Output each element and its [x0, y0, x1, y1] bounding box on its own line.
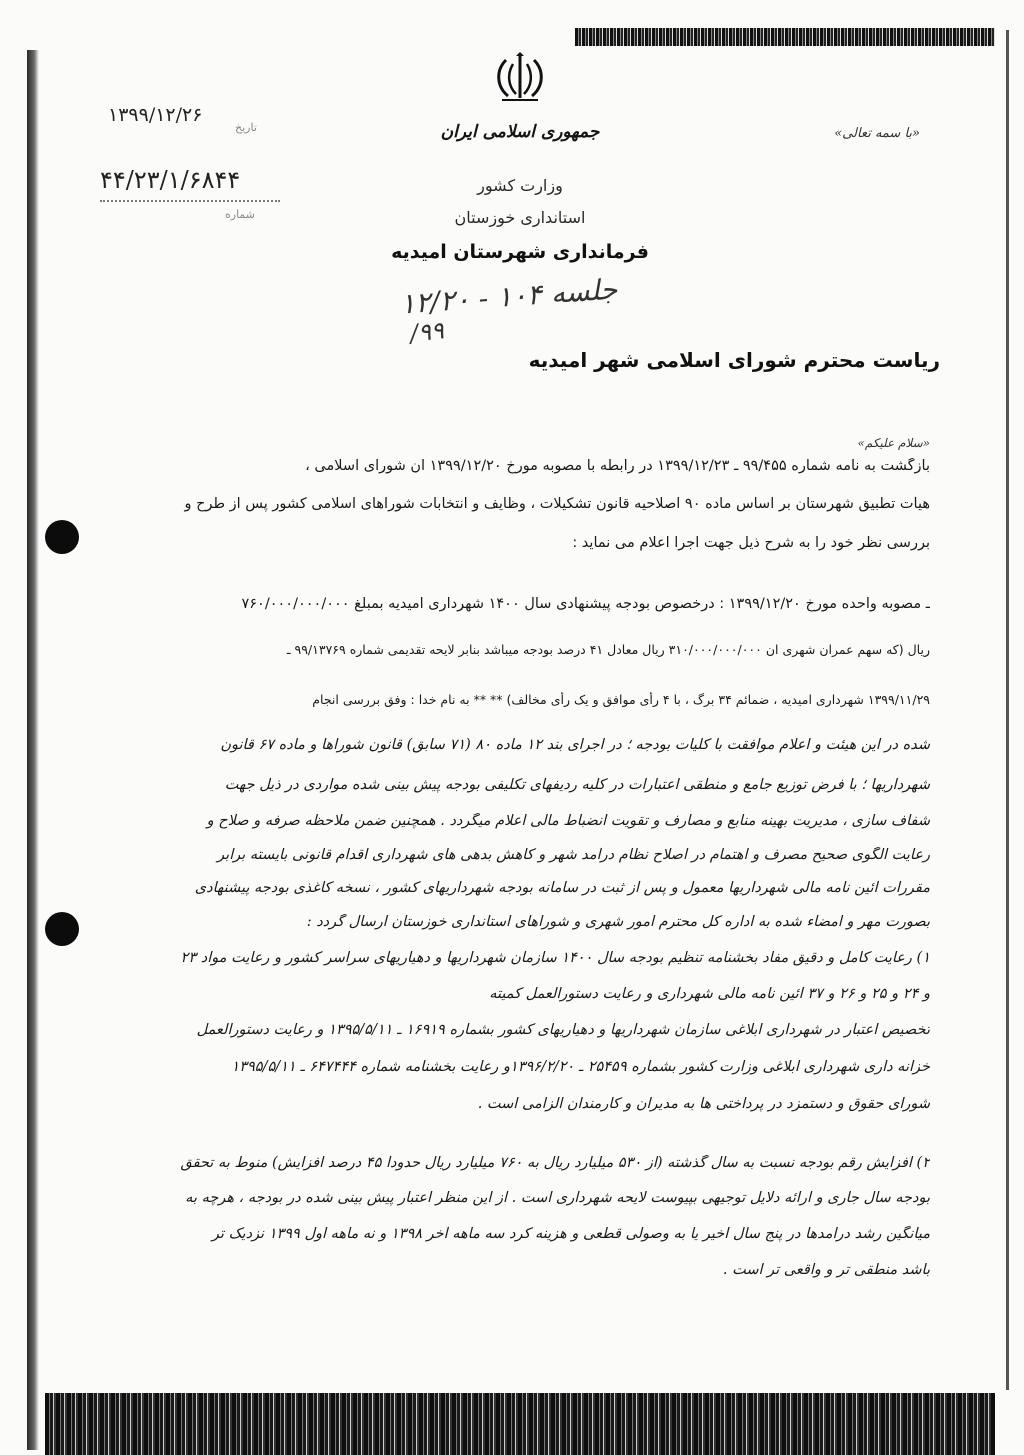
body-line: شفاف سازی ، مدیریت بهینه منابع و مصارف و تقویت انضباط مالی اعلام میگردد . همچنین ضمن ملاحظه صرفه و صلاح و: [206, 813, 930, 829]
body-line: بازگشت به نامه شماره ۹۹/۴۵۵ ـ ۱۳۹۹/۱۲/۲۳ در رابطه با مصوبه مورخ ۱۳۹۹/۱۲/۲۰ آن شورای اسلامی ،: [305, 458, 930, 474]
letter-date: ۱۳۹۹/۱۲/۲۶: [108, 104, 203, 126]
number-underline: [100, 200, 280, 202]
date-label: تاریخ: [235, 121, 257, 134]
province-office-name: استانداری خوزستان: [454, 208, 586, 227]
ministry-name: وزارت کشور: [477, 176, 563, 195]
greeting: «سلام علیکم»: [857, 436, 930, 450]
body-line: شده در این هیئت و اعلام موافقت با کلیات بودجه ؛ در اجرای بند ۱۲ ماده ۸۰ (۷۱ سابق) قانون شوراها و ماده ۶۷ قانون: [220, 737, 930, 753]
body-line: و ۲۴ و ۲۵ و ۲۶ و ۳۷ آئین نامه مالی شهرداری و رعایت دستورالعمل کمیته: [489, 986, 930, 1002]
body-line: ـ مصوبه واحده مورخ ۱۳۹۹/۱۲/۲۰ : درخصوص بودجه پیشنهادی سال ۱۴۰۰ شهرداری امیدیه بمبلغ ۷۶۰/۰۰۰/۰۰۰/۰۰۰: [241, 596, 930, 612]
scan-edge-left: [27, 50, 39, 1450]
body-line: بصورت مهر و امضاء شده به اداره کل محترم امور شهری و شوراهای استانداری خوزستان ارسال گردد :: [306, 914, 930, 930]
body-line: خزانه داری شهرداری ابلاغی وزارت کشور بشماره ۲۵۴۵۹ ـ ۱۳۹۶/۲/۲۰و رعایت بخشنامه شماره ۶۴۷۴۴۴ ـ ۱۳۹۵/۵/۱۱: [231, 1059, 930, 1075]
scan-edge-right: [1006, 30, 1009, 1390]
body-line: ۱۳۹۹/۱۱/۲۹ شهرداری امیدیه ، ضمائم ۳۴ برگ ، با ۴ رأی موافق و یک رأی مخالف) ** ** به نام خدا : وفق بررسی انجام: [312, 692, 930, 707]
body-line: هیأت تطبیق شهرستان بر اساس ماده ۹۰ اصلاحیه قانون تشکیلات ، وظایف و انتخابات شوراهای اسلامی کشور پس از طرح و: [184, 496, 930, 512]
scan-border-top: [575, 28, 995, 46]
number-label: شماره: [225, 208, 256, 221]
body-line: میانگین رشد درآمدها در پنج سال اخیر یا به وصولی قطعی و هزینه کرد سه ماهه آخر ۱۳۹۸ و نه ماهه اول ۱۳۹۹ نزدیک تر: [211, 1226, 930, 1242]
body-line: باشد منطقی تر و واقعی تر است .: [722, 1262, 930, 1278]
body-line: شورای حقوق و دستمزد در پرداختی ها به مدیران و کارمندان الزامی است .: [477, 1096, 930, 1112]
recipient-title: ریاست محترم شورای اسلامی شهر امیدیه: [528, 348, 940, 372]
scan-border-bottom: [45, 1393, 995, 1455]
body-line: شهرداریها ؛ با فرض توزیع جامع و منطقی اعتبارات در کلیه ردیفهای تکلیفی بودجه پیش بینی شده مواردی در ذیل جهت: [224, 777, 930, 793]
body-line: بودجه سال جاری و ارائه دلایل توجیهی بپیوست لایحه شهرداری است . از این منظر اعتبار پیش بینی شده در بودجه ، هرچه به: [185, 1190, 930, 1206]
body-line: مقررات آئین نامه مالی شهرداریها معمول و پس از ثبت در سامانه بودجه شهرداریهای کشور ، نسخه کاغذی بودجه پیشنهادی: [194, 880, 930, 896]
punch-hole: [45, 520, 79, 554]
iran-emblem-icon: [492, 52, 548, 104]
county-office-name: فرمانداری شهرستان امیدیه: [391, 241, 649, 263]
republic-title: جمهوری اسلامی ایران: [440, 122, 600, 142]
body-line: بررسی نظر خود را به شرح ذیل جهت اجرا اعلام می نماید :: [572, 535, 930, 551]
body-line: ۱) رعایت کامل و دقیق مفاد بخشنامه تنظیم بودجه سال ۱۴۰۰ سازمان شهرداریها و دهیاریهای سراسر کشور و رعایت مواد ۲۳: [180, 950, 930, 966]
body-line: رعایت الگوی صحیح مصرف و اهتمام در اصلاح نظام درآمد شهر و کاهش بدهی های شهرداری اقدام قانونی بایسته برابر: [217, 847, 930, 863]
body-line: ریال (که سهم عمران شهری ان ۳۱۰/۰۰۰/۰۰۰/۰۰۰ ریال معادل ۴۱ درصد بودجه میباشد بنابر لایحه تقدیمی شماره ۹۹/۱۳۷۶۹ ـ: [286, 642, 930, 657]
punch-hole: [45, 912, 79, 946]
body-line: تخصیص اعتبار در شهرداری ابلاغی سازمان شهرداریها و دهیاریهای کشور بشماره ۱۶۹۱۹ ـ ۱۳۹۵/۵/۱۱ و رعایت دستورالعمل: [196, 1022, 930, 1038]
handwritten-session-note: جلسه ۱۰۴ - ۱۲/۲۰: [399, 272, 619, 321]
letter-number: ۴۴/۲۳/۱/۶۸۴۴: [100, 166, 241, 194]
bismillah: «با سمه تعالی»: [834, 126, 920, 141]
handwritten-year-note: ۹۹/: [408, 316, 446, 348]
body-line: ۲) افزایش رقم بودجه نسبت به سال گذشته (از ۵۳۰ میلیارد ریال به ۷۶۰ میلیارد ریال حدودا ۴۵ درصد افزایش) منوط به تحقق: [180, 1155, 930, 1171]
